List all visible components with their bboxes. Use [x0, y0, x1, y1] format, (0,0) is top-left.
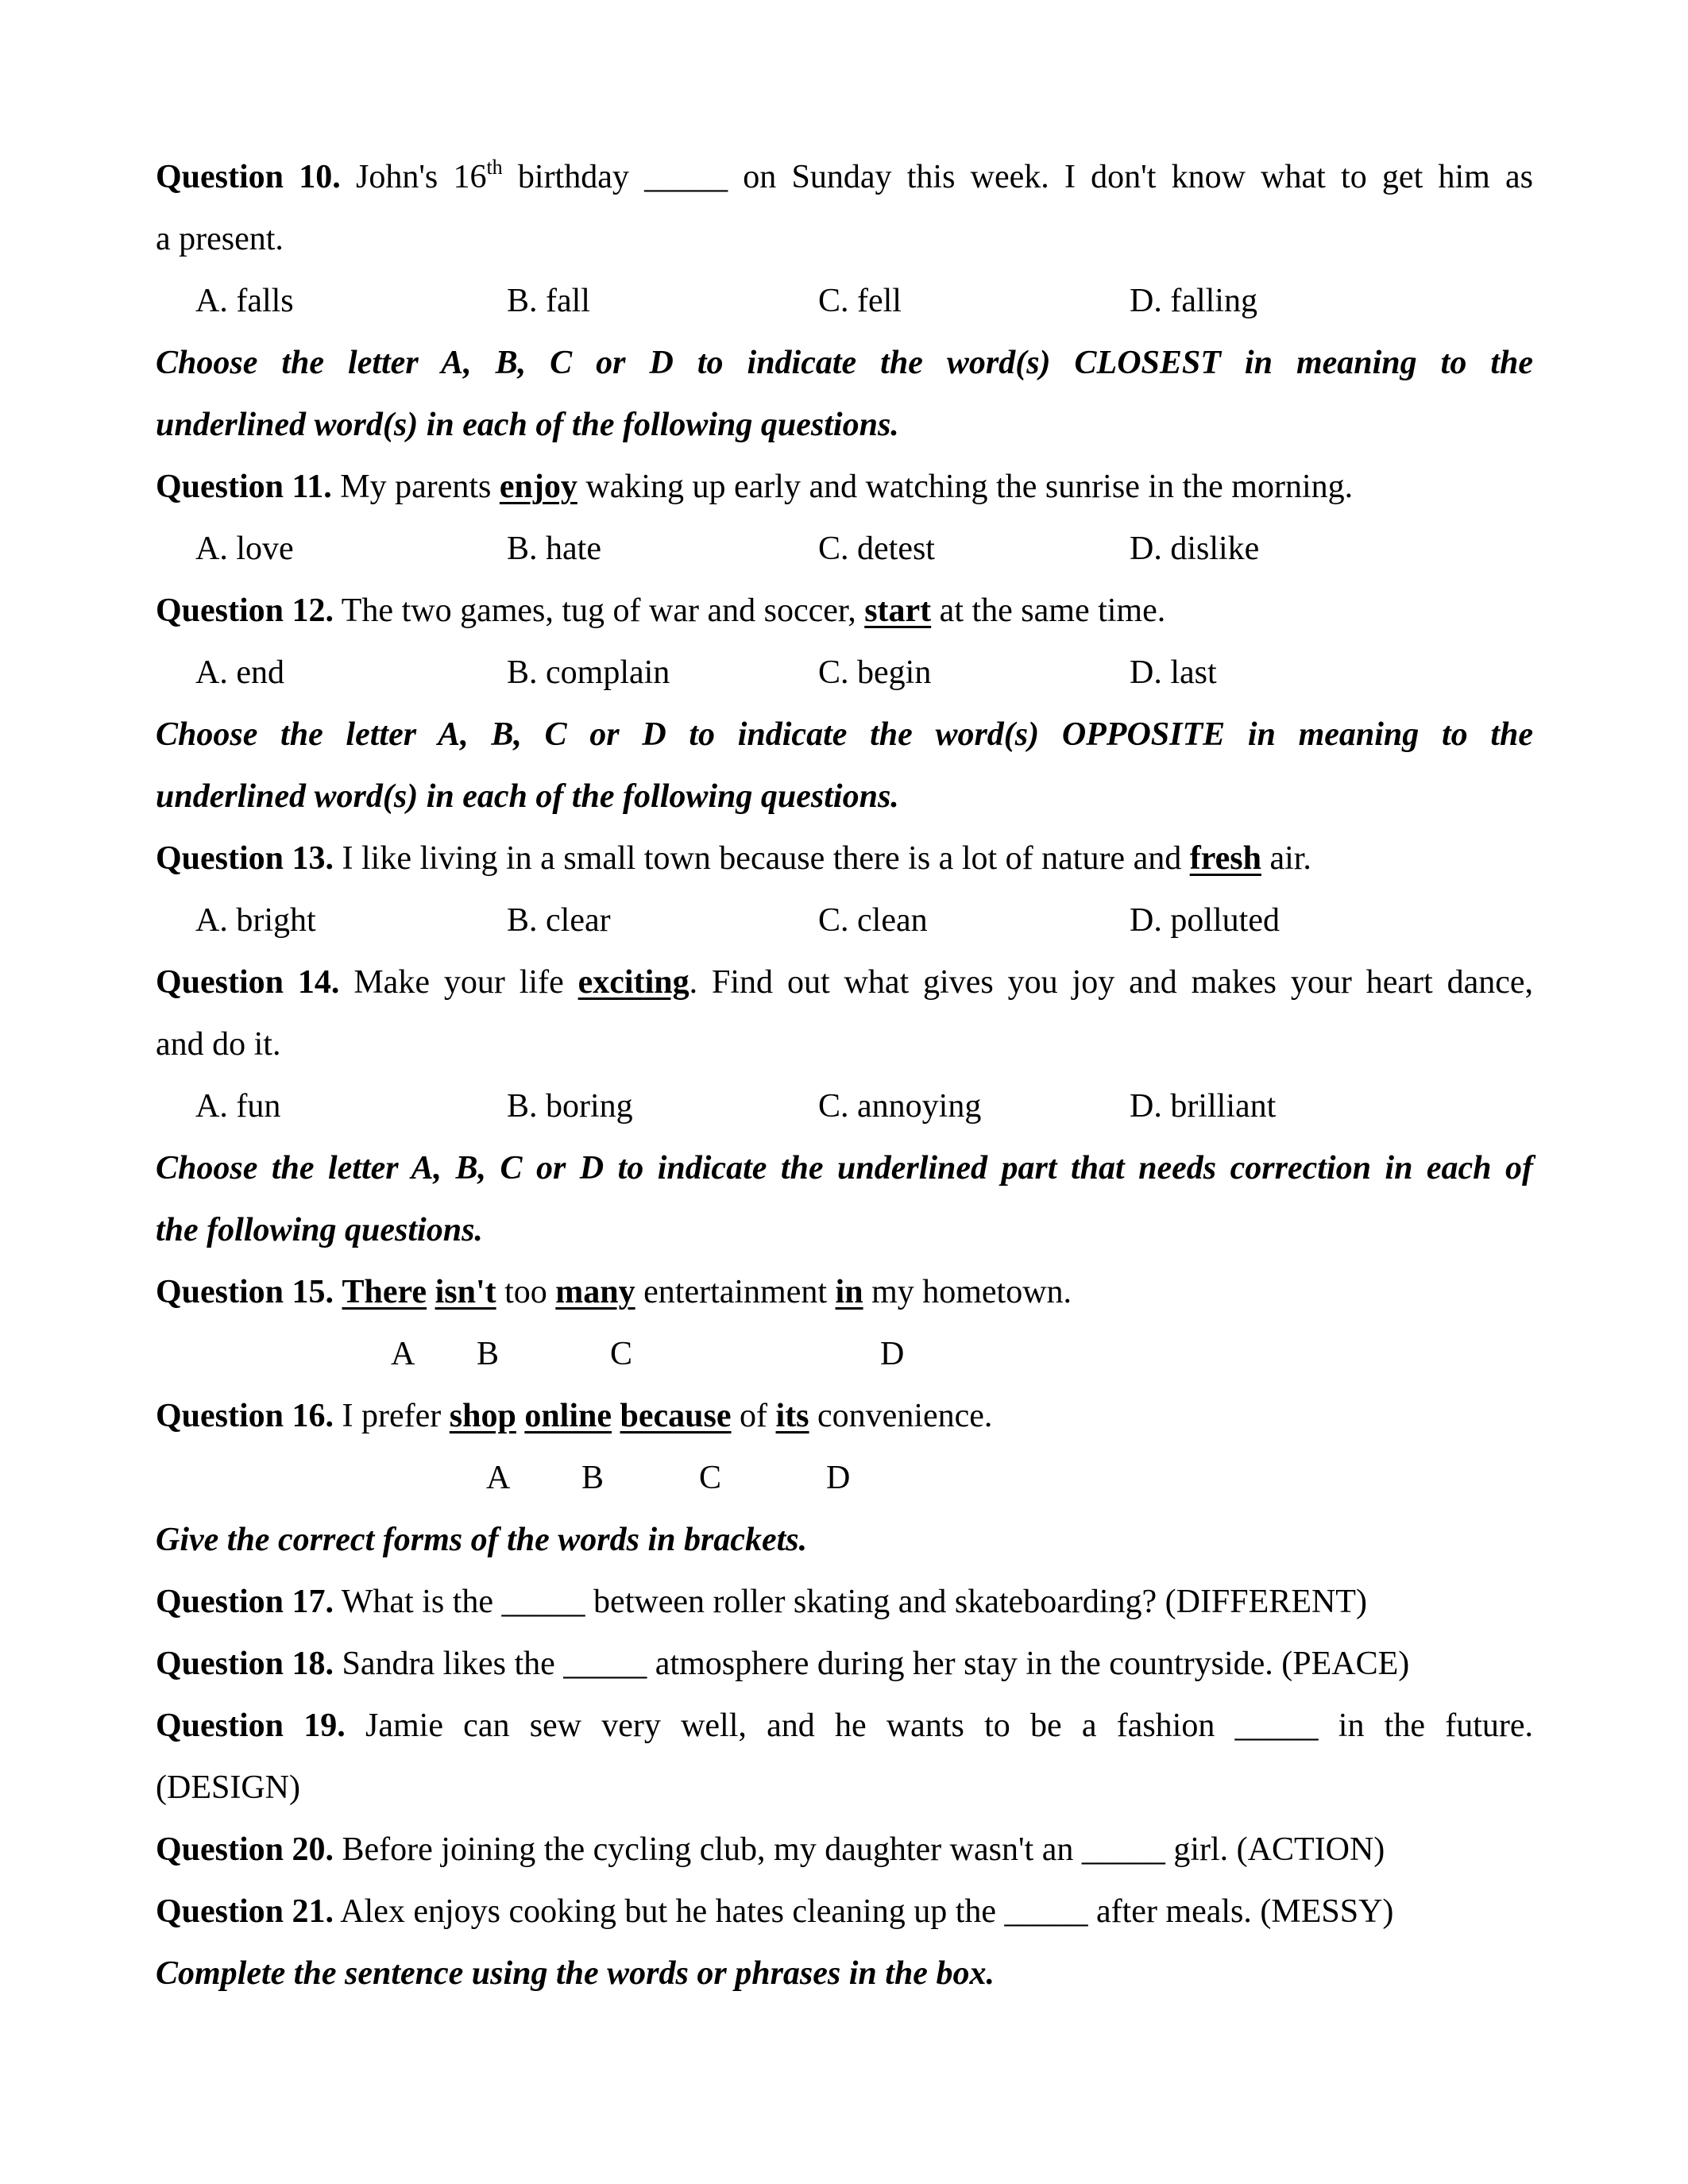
question-14-option-c[interactable]: C. annoying: [818, 1088, 982, 1125]
question-15-label-c[interactable]: C: [610, 1336, 633, 1372]
instruction-correction-line-1: Choose the letter A, B, C or D to indicate the underlined part that needs correction in each of: [156, 1150, 1533, 1187]
question-number: Question 13.: [156, 840, 334, 877]
instruction-closest-line-1: Choose the letter A, B, C or D to indicate the word(s) CLOSEST in meaning to the: [156, 345, 1533, 381]
question-11-option-a[interactable]: A. love: [195, 531, 294, 567]
question-number: Question 17.: [156, 1584, 334, 1620]
question-number: Question 10.: [156, 159, 341, 195]
question-10-option-a[interactable]: A. falls: [195, 283, 294, 319]
underlined-part-a: There: [342, 1274, 427, 1310]
question-16-label-c[interactable]: C: [699, 1460, 722, 1496]
question-15-label-a[interactable]: A: [391, 1336, 415, 1372]
question-number: Question 18.: [156, 1646, 334, 1682]
instruction-closest-line-2: underlined word(s) in each of the following questions.: [156, 407, 899, 443]
underlined-part-a: shop: [449, 1398, 516, 1434]
question-12-option-d[interactable]: D. last: [1130, 654, 1217, 691]
question-number: Question 20.: [156, 1831, 334, 1868]
question-15-label-d[interactable]: D: [880, 1336, 905, 1372]
question-13-option-b[interactable]: B. clear: [507, 902, 611, 939]
question-17: Question 17. What is the _____ between roller skating and skateboarding? (DIFFERENT): [156, 1584, 1367, 1620]
question-13-option-d[interactable]: D. polluted: [1130, 902, 1280, 939]
question-14-line-2: and do it.: [156, 1026, 281, 1063]
question-number: Question 16.: [156, 1398, 334, 1434]
question-10-option-c[interactable]: C. fell: [818, 283, 902, 319]
instruction-correction-line-2: the following questions.: [156, 1212, 483, 1248]
underlined-part-d: in: [835, 1274, 863, 1310]
underlined-part-b: isn't: [435, 1274, 496, 1310]
question-13-option-a[interactable]: A. bright: [195, 902, 316, 939]
underlined-word: start: [864, 592, 932, 629]
question-13: Question 13. I like living in a small town because there is a lot of nature and fresh air.: [156, 840, 1311, 877]
question-11-option-c[interactable]: C. detest: [818, 531, 935, 567]
question-12-option-a[interactable]: A. end: [195, 654, 284, 691]
question-number: Question 21.: [156, 1893, 334, 1930]
question-14-line-1: Question 14. Make your life exciting. Find out what gives you joy and makes your heart dance,: [156, 964, 1533, 1001]
question-12-option-c[interactable]: C. begin: [818, 654, 932, 691]
question-16-label-a[interactable]: A: [486, 1460, 511, 1496]
instruction-complete-box: Complete the sentence using the words or phrases in the box.: [156, 1955, 995, 1992]
instruction-word-forms: Give the correct forms of the words in brackets.: [156, 1522, 808, 1558]
question-13-option-c[interactable]: C. clean: [818, 902, 928, 939]
question-11-option-b[interactable]: B. hate: [507, 531, 601, 567]
question-14-option-b[interactable]: B. boring: [507, 1088, 633, 1125]
question-number: Question 19.: [156, 1707, 346, 1744]
question-11-option-d[interactable]: D. dislike: [1130, 531, 1260, 567]
question-18: Question 18. Sandra likes the _____ atmosphere during her stay in the countryside. (PEACE): [156, 1646, 1410, 1682]
question-number: Question 11.: [156, 469, 332, 505]
question-20: Question 20. Before joining the cycling club, my daughter wasn't an _____ girl. (ACTION): [156, 1831, 1385, 1868]
underlined-word: exciting: [577, 964, 689, 1001]
question-14-option-a[interactable]: A. fun: [195, 1088, 281, 1125]
underlined-part-d: its: [775, 1398, 809, 1434]
question-21: Question 21. Alex enjoys cooking but he hates cleaning up the _____ after meals. (MESSY): [156, 1893, 1394, 1930]
question-19-line-2: (DESIGN): [156, 1769, 300, 1806]
underlined-word: enjoy: [499, 469, 577, 505]
question-15: Question 15. There isn't too many entertainment in my hometown.: [156, 1274, 1072, 1310]
question-number: Question 14.: [156, 964, 340, 1001]
question-10-option-b[interactable]: B. fall: [507, 283, 590, 319]
question-16-label-b[interactable]: B: [581, 1460, 605, 1496]
question-number: Question 12.: [156, 592, 334, 629]
underlined-word: fresh: [1189, 840, 1261, 877]
question-10-line-1: Question 10. John's 16th birthday _____ on Sunday this week. I don't know what to get him as: [156, 156, 1533, 195]
question-12-option-b[interactable]: B. complain: [507, 654, 670, 691]
question-14-option-d[interactable]: D. brilliant: [1130, 1088, 1277, 1125]
underlined-part-b: online: [524, 1398, 612, 1434]
question-19-line-1: Question 19. Jamie can sew very well, and he wants to be a fashion _____ in the future.: [156, 1707, 1533, 1744]
question-16-label-d[interactable]: D: [826, 1460, 851, 1496]
question-10-option-d[interactable]: D. falling: [1130, 283, 1257, 319]
question-10-line-2: a present.: [156, 221, 284, 257]
underlined-part-c: because: [620, 1398, 732, 1434]
question-15-label-b[interactable]: B: [477, 1336, 500, 1372]
instruction-opposite-line-1: Choose the letter A, B, C or D to indicate the word(s) OPPOSITE in meaning to the: [156, 716, 1533, 753]
question-12: Question 12. The two games, tug of war and soccer, start at the same time.: [156, 592, 1166, 629]
question-11: Question 11. My parents enjoy waking up early and watching the sunrise in the morning.: [156, 469, 1354, 505]
question-16: Question 16. I prefer shop online because of its convenience.: [156, 1398, 993, 1434]
question-number: Question 15.: [156, 1274, 334, 1310]
underlined-part-c: many: [555, 1274, 635, 1310]
instruction-opposite-line-2: underlined word(s) in each of the following questions.: [156, 778, 899, 815]
